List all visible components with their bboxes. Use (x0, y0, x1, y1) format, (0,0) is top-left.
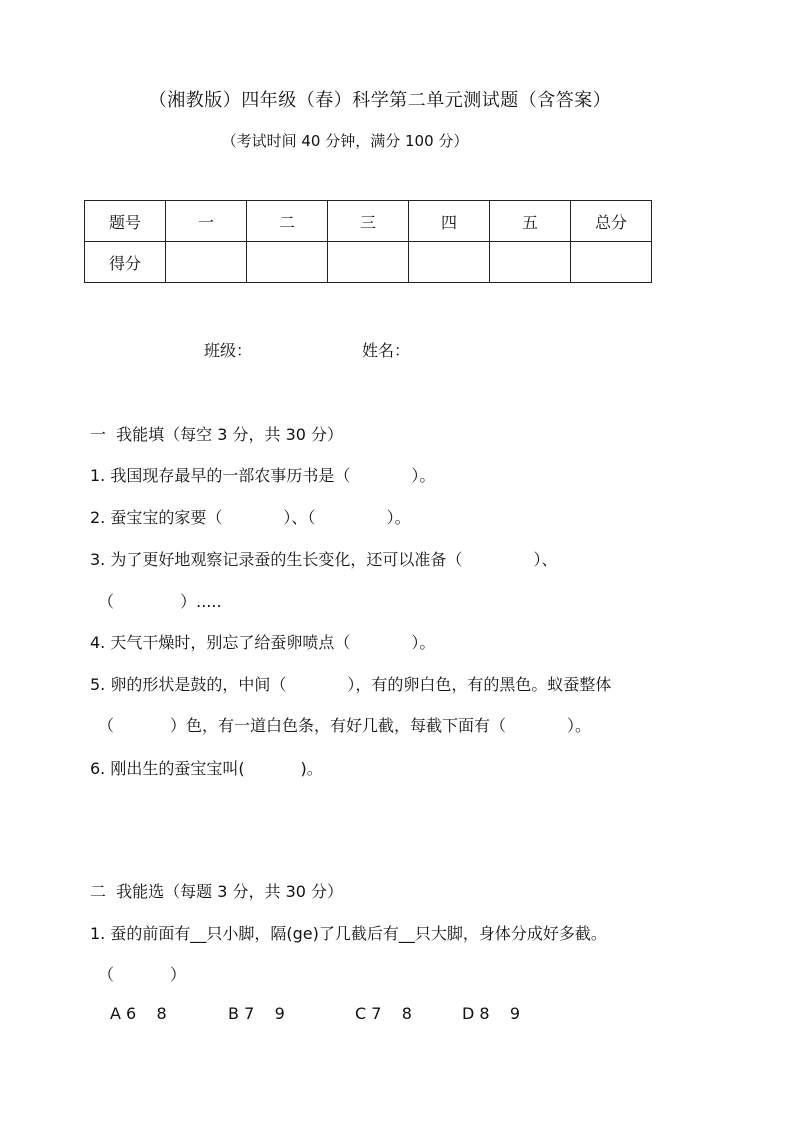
question-fill-5-continued: （ ）色，有一道白色条，有好几截，每截下面有（ ）。 (98, 716, 591, 735)
option-b[interactable]: B 7 9 (228, 1004, 285, 1023)
question-fill-3-continued: （ ）..... (98, 592, 222, 611)
answer-blank: （ ） (98, 965, 186, 984)
score-table (84, 200, 652, 283)
score-cell[interactable] (166, 242, 247, 283)
class-label: 班级： (204, 341, 253, 360)
question-fill-3: 3. 为了更好地观察记录蚕的生长变化，还可以准备（ ）、 (90, 550, 558, 569)
score-cell[interactable] (409, 242, 490, 283)
score-row-label: 得分 (85, 242, 166, 283)
question-fill-6: 6. 刚出生的蚕宝宝叫( )。 (90, 759, 323, 778)
name-label: 姓名： (362, 341, 411, 360)
score-cell[interactable] (328, 242, 409, 283)
score-header-cell: 五 (490, 201, 571, 242)
score-cell[interactable] (571, 242, 652, 283)
score-header-cell: 三 (328, 201, 409, 242)
option-a[interactable]: A 6 8 (110, 1004, 167, 1023)
score-header-cell: 四 (409, 201, 490, 242)
score-table-header-row (85, 201, 652, 242)
section-2-heading: 二 我能选（每题 3 分，共 30 分） (90, 882, 344, 901)
question-fill-2: 2. 蚕宝宝的家要（ ）、（ ）。 (90, 508, 411, 527)
question-fill-4: 4. 天气干燥时，别忘了给蚕卵喷点（ ）。 (90, 633, 436, 652)
question-fill-5: 5. 卵的形状是鼓的，中间（ ），有的卵白色，有的黑色。蚁蚕整体 (90, 675, 612, 694)
score-cell[interactable] (490, 242, 571, 283)
score-header-cell: 一 (166, 201, 247, 242)
option-d[interactable]: D 8 9 (462, 1004, 521, 1023)
score-header-cell: 总分 (571, 201, 652, 242)
page-title: （湘教版）四年级（春）科学第二单元测试题（含答案） (148, 90, 612, 111)
score-header-cell: 题号 (85, 201, 166, 242)
question-fill-1: 1. 我国现存最早的一部农事历书是（ ）。 (90, 466, 436, 485)
option-c[interactable]: C 7 8 (355, 1004, 412, 1023)
score-table-score-row (85, 242, 652, 283)
score-cell[interactable] (247, 242, 328, 283)
section-1-heading: 一 我能填（每空 3 分，共 30 分） (90, 425, 344, 444)
score-header-cell: 二 (247, 201, 328, 242)
exam-info: （考试时间 40 分钟，满分 100 分） (221, 132, 469, 150)
question-choice-1: 1. 蚕的前面有__只小脚，隔(ge)了几截后有__只大脚，身体分成好多截。 (90, 924, 607, 943)
